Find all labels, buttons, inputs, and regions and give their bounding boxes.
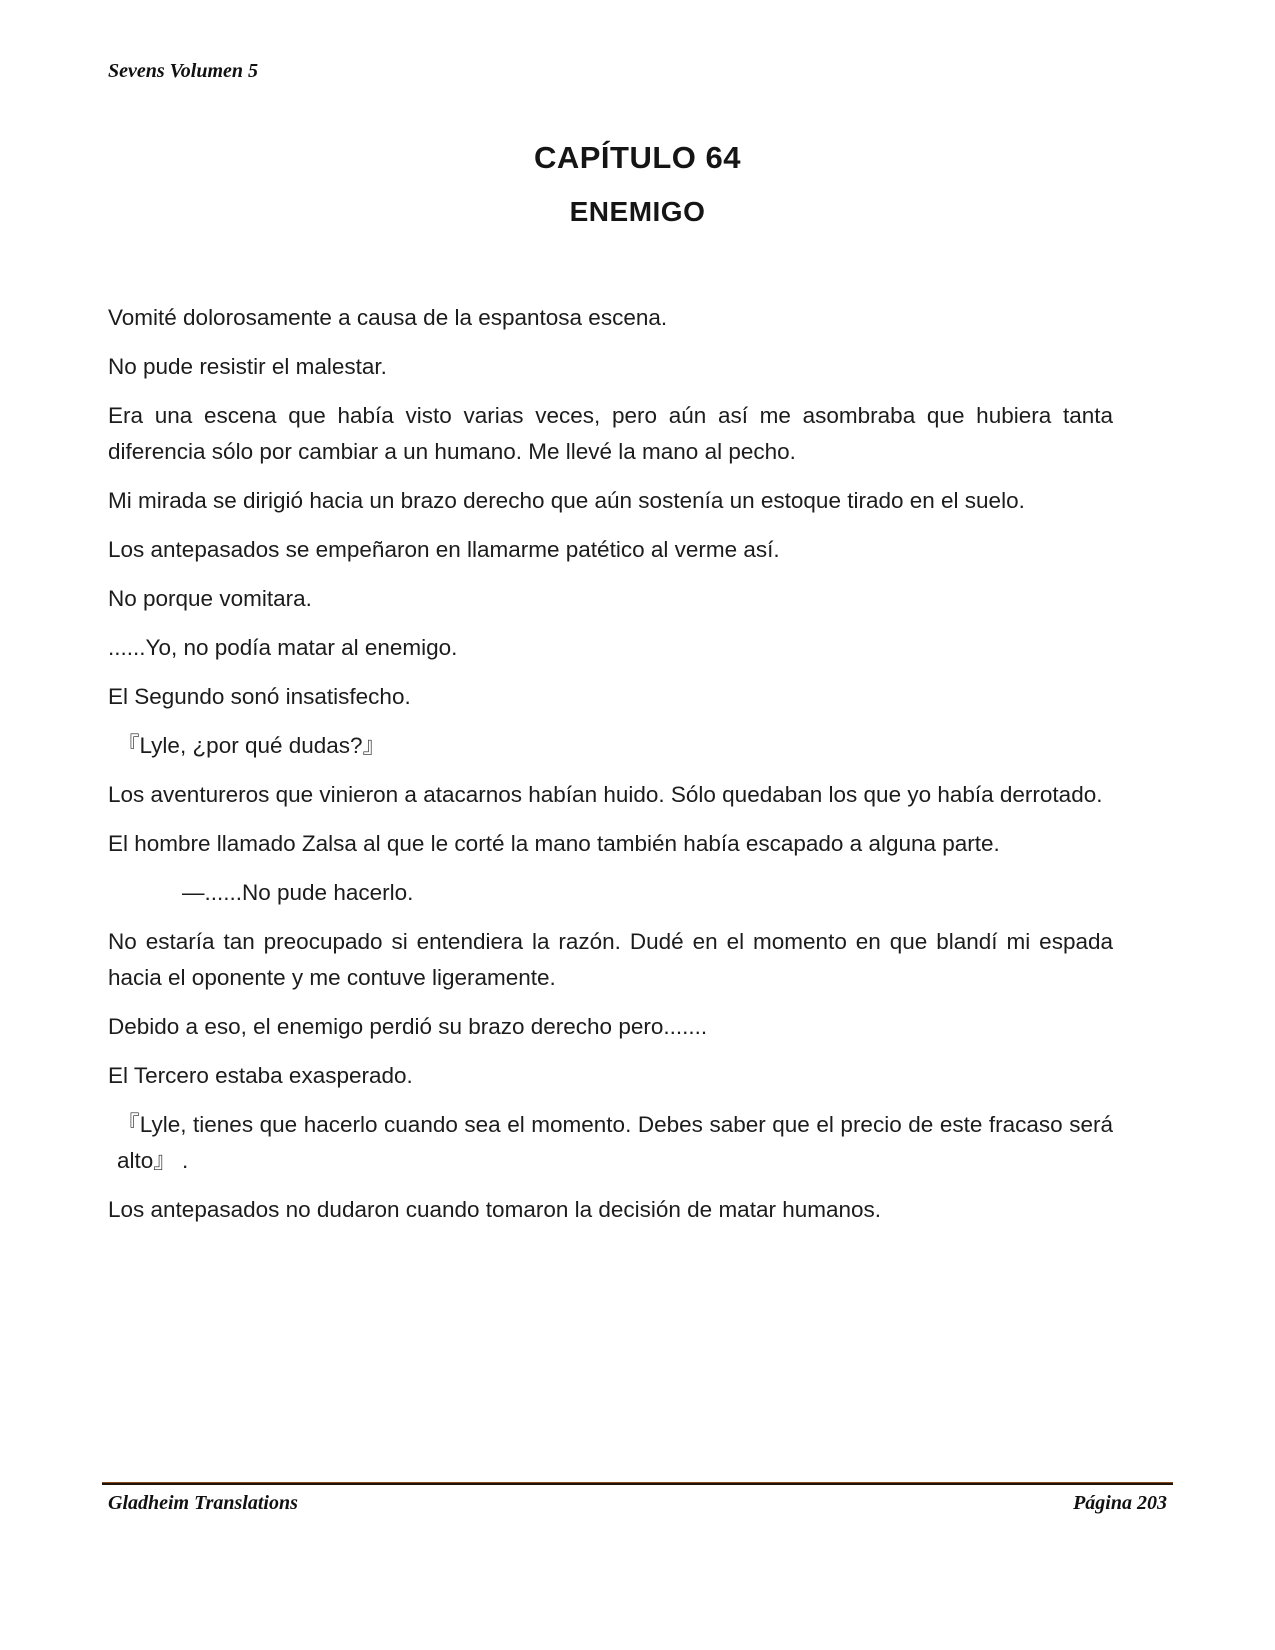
paragraph: Los antepasados se empeñaron en llamarme patético al verme así.: [108, 537, 780, 562]
footer-rule: [102, 1482, 1173, 1485]
paragraph-dialogue: —......No pude hacerlo.: [182, 880, 414, 905]
paragraph: Era una escena que había visto varias veces, pero aún así me asombraba que hubiera tanta diferencia sólo por cambiar a un humano. Me llevé la mano al pecho.: [108, 403, 1113, 464]
page-header: [108, 60, 1167, 83]
paragraph: Debido a eso, el enemigo perdió su brazo derecho pero.......: [108, 1014, 708, 1039]
paragraph-quote: 『Lyle, ¿por qué dudas?』: [117, 733, 386, 758]
paragraph: Los aventureros que vinieron a atacarnos habían huido. Sólo quedaban los que yo había derrotado.: [108, 782, 1103, 807]
paragraph: No estaría tan preocupado si entendiera la razón. Dudé en el momento en que blandí mi espada hacia el oponente y me contuve ligeramente.: [108, 929, 1113, 990]
paragraph: Vomité dolorosamente a causa de la espantosa escena.: [108, 305, 668, 330]
paragraph: No porque vomitara.: [108, 586, 312, 611]
chapter-name: ENEMIGO: [569, 196, 706, 227]
paragraph: Los antepasados no dudaron cuando tomaron la decisión de matar humanos.: [108, 1197, 882, 1222]
page-body: [108, 300, 1113, 1241]
paragraph: ......Yo, no podía matar al enemigo.: [108, 635, 458, 660]
footer-row: [102, 1492, 1173, 1515]
paragraph: El Segundo sonó insatisfecho.: [108, 684, 411, 709]
paragraph: Mi mirada se dirigió hacia un brazo derecho que aún sostenía un estoque tirado en el suelo.: [108, 488, 1025, 513]
footer-translator: Gladheim Translations: [108, 1492, 298, 1514]
chapter-title: CAPÍTULO 64: [533, 140, 742, 175]
footer-page-number: Página 203: [1073, 1492, 1167, 1514]
book-title: Sevens Volumen 5: [108, 60, 259, 82]
paragraph: No pude resistir el malestar.: [108, 354, 387, 379]
paragraph: El Tercero estaba exasperado.: [108, 1063, 413, 1088]
paragraph-quote: 『Lyle, tienes que hacerlo cuando sea el momento. Debes saber que el precio de este fracaso será alto』 .: [117, 1112, 1113, 1173]
page-footer: [102, 1482, 1173, 1515]
paragraph: El hombre llamado Zalsa al que le corté la mano también había escapado a alguna parte.: [108, 831, 1000, 856]
